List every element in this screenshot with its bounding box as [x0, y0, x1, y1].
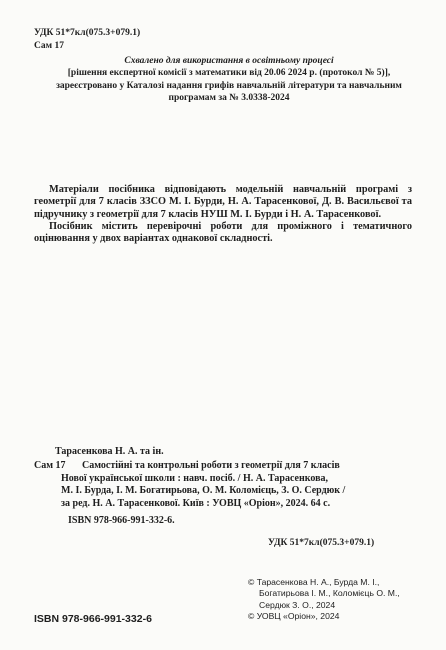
catalog-author: Тарасенкова Н. А. та ін.	[55, 446, 164, 457]
catalog-title: Самостійні та контрольні роботи з геометрії для 7 класів	[82, 460, 340, 471]
approval-line: програмам за № 3.0338-2024	[168, 92, 290, 103]
catalog-entry-code: Сам 17	[34, 460, 66, 471]
approval-line: [рішення експертної комісії з математики від 20.06 2024 р. (протокол № 5)],	[67, 68, 391, 79]
catalog-line: за ред. Н. А. Тарасенкової. Київ : УОВЦ «Оріон», 2024. 64 с.	[61, 497, 331, 509]
isbn-main: ISBN 978-966-991-332-6	[34, 613, 152, 625]
udk-code: УДК 51*7кл(075.3+079.1)	[34, 28, 141, 38]
copyright-line: © УОВЦ «Оріон», 2024	[248, 611, 340, 622]
catalog-line: Нової української школи : навч. посіб. / Н. А. Тарасенкова,	[61, 472, 328, 484]
approval-title: Схвалено для використання в освітньому процесі	[124, 56, 334, 66]
catalog-title-line	[34, 460, 414, 473]
catalog-code: Сам 17	[34, 41, 64, 51]
description-block	[34, 184, 412, 245]
description-paragraph: Посібник містить перевірочні роботи для проміжного і тематичного оцінювання у двох варіантах однакової складності.	[34, 220, 412, 245]
catalog-line: М. І. Бурда, І. М. Богатирьова, О. М. Коломієць, З. О. Сердюк /	[61, 485, 346, 497]
approval-line: зареєстровано у Каталозі надання грифів навчальній літератури та навчальним	[56, 80, 402, 91]
copyright-line: Сердюк З. О., 2024	[259, 599, 336, 610]
approval-block	[34, 55, 424, 104]
description-paragraph: Матеріали посібника відповідають модельній навчальній програмі з геометрії для 7 класів ЗЗСО М. І. Бурди, Н. А. Тарасенкової, Д. В. Васильєвої та підручнику з геометрії для 7 класів НУШ М. І. Бурди і Н. А. Тарасенкової.	[34, 184, 412, 220]
udk-code-bottom: УДК 51*7кл(075.3+079.1)	[268, 538, 375, 548]
copyright-line: Богатирьова І. М., Коломієць О. М.,	[259, 588, 400, 599]
catalog-entry	[34, 460, 414, 510]
catalog-isbn: ISBN 978-966-991-332-6.	[68, 515, 175, 526]
copyright-line: © Тарасенкова Н. А., Бурда М. І.,	[248, 577, 380, 587]
copyright-block	[248, 577, 400, 623]
